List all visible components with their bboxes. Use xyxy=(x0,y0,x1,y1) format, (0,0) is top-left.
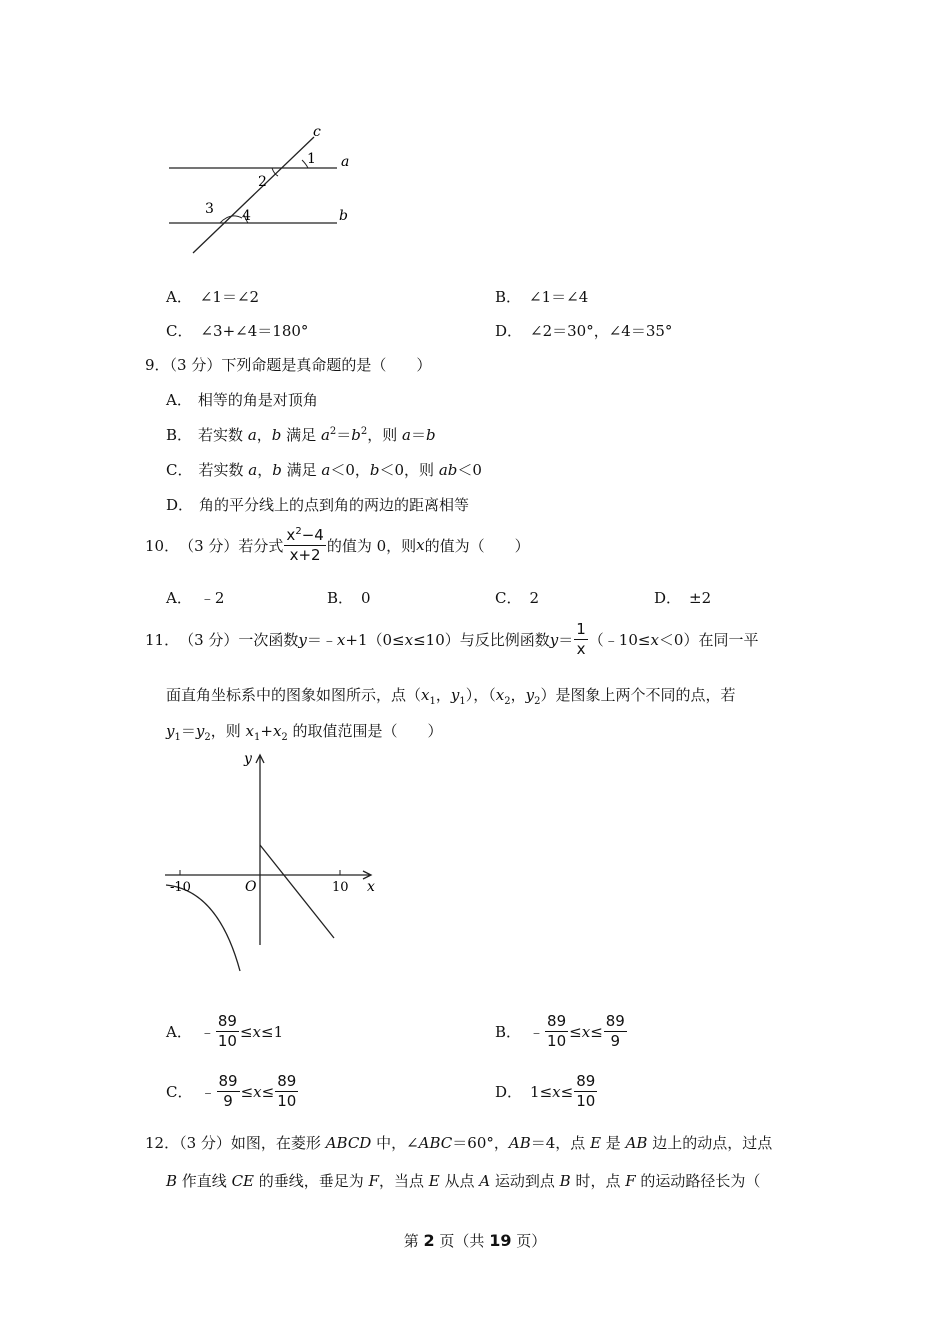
q12-stem-line1: 12．（3 分）如图，在菱形 ABCD 中，∠ABC＝60°，AB＝4，点 E 是 AB 边上的动点，过点 xyxy=(145,1134,773,1152)
q8-option-a[interactable]: A． ∠1＝∠2 xyxy=(166,288,260,306)
function-graph xyxy=(160,745,390,980)
label-3: 3 xyxy=(205,201,214,217)
q10-stem: 10． （3 分） 若分式 $\frac{x^2-4}{x+2}$ 的值为 0，则 x 的值为（ ） xyxy=(145,526,530,564)
q10-number: 10． xyxy=(145,536,180,555)
label-2: 2 xyxy=(258,174,267,190)
q11-fraction: $\frac{1}{x}$ xyxy=(576,620,586,658)
hyperbola-branch xyxy=(166,885,240,971)
q8-option-b[interactable]: B． ∠1＝∠4 xyxy=(495,288,589,306)
q9-option-a[interactable]: A． 相等的角是对顶角 xyxy=(166,391,318,409)
q9-score: （3 分） xyxy=(169,356,222,374)
q9-stem: 9．（3 分）下列命题是真命题的是（ ） xyxy=(145,356,432,374)
q12-stem-line2: B 作直线 CE 的垂线，垂足为 F，当点 E 从点 A 运动到点 B 时，点 F 的运动路径长为（ xyxy=(166,1172,761,1190)
current-page: 2 xyxy=(423,1231,435,1250)
tick-label-neg10: -10 xyxy=(170,880,191,895)
q11-option-d[interactable]: D． 1≤ x ≤ $\frac{89}{10}$ xyxy=(495,1072,596,1110)
page-footer: 第 2 页（共 19 页） xyxy=(403,1231,547,1250)
q11-option-c[interactable]: C． ﹣ $\frac{89}{9}$ ≤ x ≤ $\frac{89}{10}$ xyxy=(166,1072,297,1110)
q12-score: （3 分） xyxy=(179,1134,231,1152)
origin-label: O xyxy=(245,879,257,895)
q9-option-d[interactable]: D． 角的平分线上的点到角的两边的距离相等 xyxy=(166,496,470,514)
q10-fraction: $\frac{x^2-4}{x+2}$ xyxy=(286,526,324,564)
q9-option-c[interactable]: C． 若实数 a，b 满足 a＜0，b＜0，则 ab＜0 xyxy=(166,461,482,479)
parallel-lines-figure xyxy=(160,120,360,260)
label-c: c xyxy=(313,124,321,140)
y-axis-label: y xyxy=(244,751,252,767)
label-a: a xyxy=(341,154,350,170)
q11-option-a[interactable]: A． ﹣ $\frac{89}{10}$ ≤ x ≤1 xyxy=(166,1012,284,1050)
q11-score: （3 分） xyxy=(179,631,239,649)
label-b: b xyxy=(339,208,348,224)
q9-option-b[interactable]: B． 若实数 a，b 满足 $a^2=b^2$，则 a＝b xyxy=(166,426,436,444)
q11-number: 11． xyxy=(145,631,180,649)
q10-score: （3 分） xyxy=(179,536,239,555)
linear-function-line xyxy=(260,845,334,938)
label-4: 4 xyxy=(242,208,251,224)
q10-option-b[interactable]: B． 0 xyxy=(327,589,371,607)
x-axis-label: x xyxy=(367,879,375,895)
q11-option-b[interactable]: B． ﹣ $\frac{89}{10}$ ≤ x ≤ $\frac{89}{9}$ xyxy=(495,1012,625,1050)
total-pages: 19 xyxy=(489,1231,512,1250)
transversal-c xyxy=(193,137,314,253)
q10-option-a[interactable]: A． ﹣2 xyxy=(166,589,225,607)
tick-label-10: 10 xyxy=(332,880,349,895)
q12-number: 12． xyxy=(145,1134,180,1152)
q11-stem-line2: 面直角坐标系中的图象如图所示，点（$x_1$，$y_1$），（$x_2$，$y_2$）是图象上两个不同的点，若 xyxy=(166,686,736,707)
q8-option-d[interactable]: D． ∠2＝30°，∠4＝35° xyxy=(495,322,673,340)
q10-option-c[interactable]: C． 2 xyxy=(495,589,540,607)
q11-stem-line3: $y_1=y_2$，则 $x_1+x_2$ 的取值范围是（ ） xyxy=(166,722,443,743)
q8-option-c[interactable]: C． ∠3+∠4＝180° xyxy=(166,322,309,340)
label-1: 1 xyxy=(307,151,316,167)
q11-stem-line1: 11． （3 分） 一次函数 y ＝﹣ x +1（0≤ x ≤10）与反比例函数 y ＝ $\frac{1}{x}$ （﹣10≤ x ＜0）在同一平 xyxy=(145,620,759,658)
q10-option-d[interactable]: D． ±2 xyxy=(654,589,712,607)
q9-number: 9． xyxy=(145,356,170,374)
